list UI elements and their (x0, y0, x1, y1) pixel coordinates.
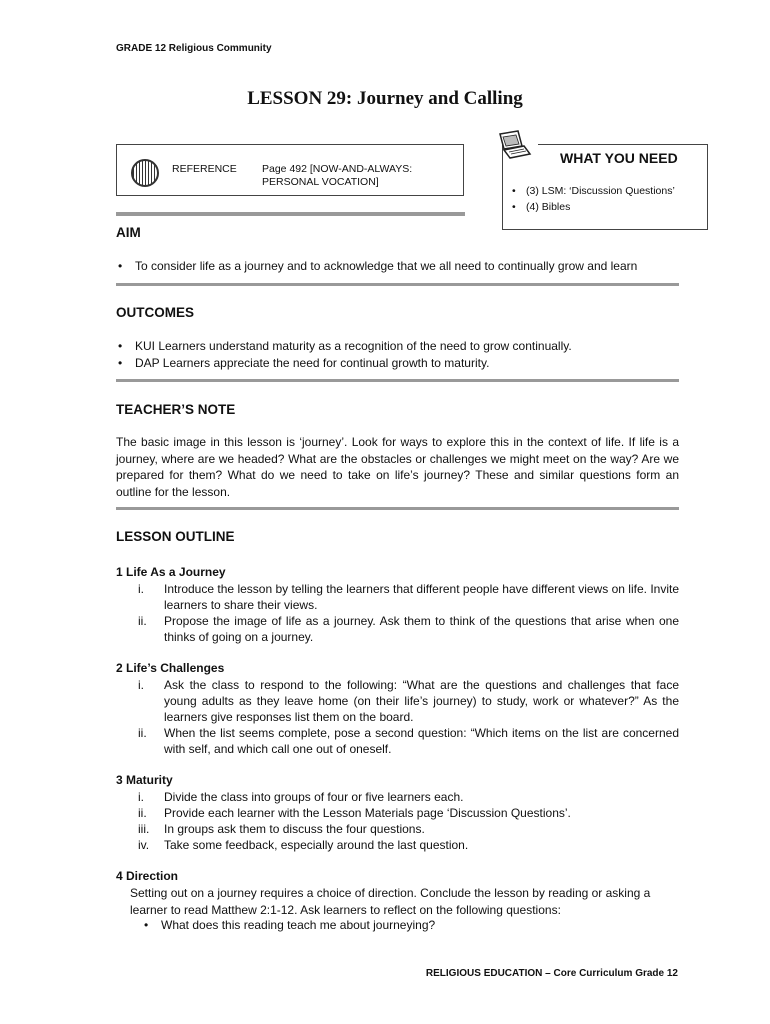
list-item: • KUI Learners understand maturity as a recognition of the need to grow continually. (116, 338, 572, 355)
what-you-need-list (512, 183, 675, 215)
outline-section-title: 2 Life’s Challenges (116, 661, 225, 675)
outline-list (130, 789, 679, 853)
list-item: • To consider life as a journey and to acknowledge that we all need to continually grow and learn (116, 258, 637, 275)
section-rule (116, 507, 679, 510)
computer-icon (496, 130, 532, 160)
reference-box (116, 144, 464, 196)
direction-list (142, 917, 435, 934)
running-header: GRADE 12 Religious Community (116, 43, 272, 54)
lesson-outline-heading: LESSON OUTLINE (116, 529, 235, 544)
direction-text: Setting out on a journey requires a choice of direction. Conclude the lesson by reading or asking a learner to read Matthew 2:1-12. Ask learners to reflect on the following questions: (130, 886, 651, 917)
list-item: ii. Propose the image of life as a journey. Ask them to think of the questions that arise when one thinks of going on a journey. (138, 614, 679, 644)
outline-section-title: 3 Maturity (116, 773, 173, 787)
list-item: i. Ask the class to respond to the following: “What are the questions and challenges that face young adults as they leave home (on their life’s journey) to study, work or whatever?” As the learners give responses list them on the board. (138, 678, 679, 724)
outcomes-list (116, 338, 572, 371)
list-item: ii. When the list seems complete, pose a second question: “Which items on the list are concerned with self, and which call one out of oneself. (138, 726, 679, 756)
outline-section-title: 1 Life As a Journey (116, 565, 226, 579)
teachers-note-heading: TEACHER’S NOTE (116, 402, 236, 417)
page-title: LESSON 29: Journey and Calling (247, 88, 523, 109)
list-item: iv. Take some feedback, especially around the last question. (138, 838, 469, 852)
section-rule (116, 379, 679, 382)
outline-list (130, 581, 679, 645)
list-item: • (3) LSM: ‘Discussion Questions’ (512, 183, 675, 199)
reference-label: REFERENCE (172, 163, 237, 175)
outline-list (130, 677, 679, 757)
list-item: i. Divide the class into groups of four or five learners each. (138, 790, 464, 804)
list-item: ii. Provide each learner with the Lesson Materials page ‘Discussion Questions’. (138, 806, 571, 820)
aim-list (116, 258, 637, 275)
list-item: iii. In groups ask them to discuss the four questions. (138, 822, 425, 836)
reference-text: Page 492 [NOW-AND-ALWAYS: PERSONAL VOCATION] (262, 163, 413, 188)
section-rule (116, 283, 679, 286)
outline-section-title: 4 Direction (116, 869, 179, 883)
aim-heading: AIM (116, 225, 141, 240)
outcomes-heading: OUTCOMES (116, 305, 195, 320)
teachers-note-text: The basic image in this lesson is ‘journey’. Look for ways to explore this in the context of life. If life is a journey, where are we headed? What are the obstacles or challenges we might meet on the way? Are we prepared for them? What do we need to take on life’s journey? These and similar questions form an outline for the lesson. (116, 435, 679, 499)
list-item: • DAP Learners appreciate the need for continual growth to maturity. (116, 355, 572, 372)
reference-rule (116, 212, 465, 216)
list-item: i. Introduce the lesson by telling the learners that different people have different views on life. Invite learners to share their views. (138, 582, 679, 612)
page-footer: RELIGIOUS EDUCATION – Core Curriculum Grade 12 (425, 968, 678, 979)
what-you-need-title: WHAT YOU NEED (560, 150, 678, 166)
list-item: • What does this reading teach me about journeying? (142, 917, 435, 934)
list-item: • (4) Bibles (512, 199, 675, 215)
seal-icon (131, 159, 159, 187)
